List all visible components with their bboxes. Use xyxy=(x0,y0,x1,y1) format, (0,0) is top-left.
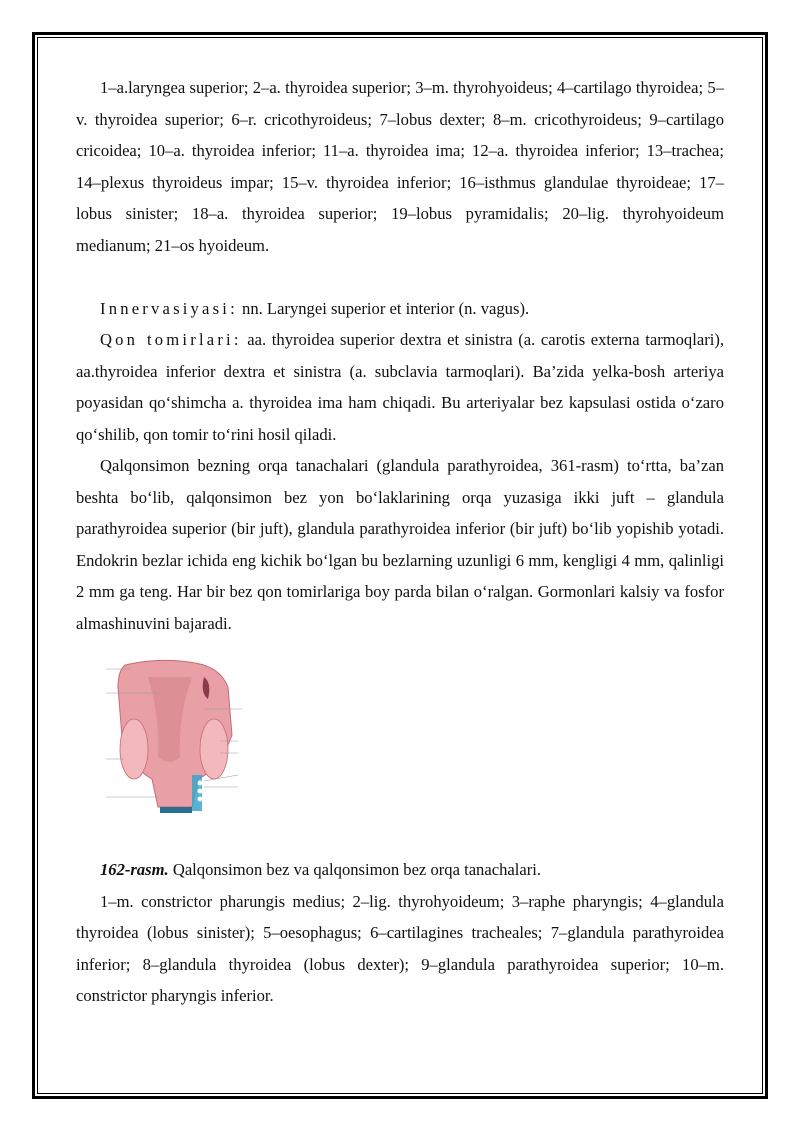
figure-caption-text: Qalqonsimon bez va qalqonsimon bez orqa tanachalari. xyxy=(168,860,542,879)
innervation-paragraph xyxy=(76,293,724,325)
figure-caption xyxy=(76,854,724,886)
vessels-label: Qon tomirlari: xyxy=(100,330,242,349)
innervation-text: nn. Laryngei superior et interior (n. vagus). xyxy=(237,298,530,318)
vessels-paragraph xyxy=(76,324,724,450)
innervation-label: Innervasiyasi: xyxy=(100,298,238,318)
vessels-text: aa. thyroidea superior dextra et sinistra (a. carotis externa tarmoqlari), aa.thyroidea inferior dextra et sinistra (a. subclavia tarmoqlari). Ba’zida yelka-bosh arteriya poyasidan qo‘shimcha a. thyroidea ima ham chiqadi. Bu arteriyalar bez kapsulasi ostida o‘zaro qo‘shilib, qon tomir to‘rini hosil qiladi. xyxy=(76,330,725,444)
parathyroid-paragraph: Qalqonsimon bezning orqa tanachalari (glandula parathyroidea, 361-rasm) to‘rtta, ba’zan beshta bo‘lib, qalqonsimon bez yon bo‘laklarining orqa yuzasiga ikki juft – glandula parathyroidea superior (bir juft), glandula parathyroidea inferior (bir juft) bo‘lib yopishib yotadi. Endokrin bezlar ichida eng kichik bo‘lgan bu bezlarning uzunligi 6 mm, kengligi 4 mm, qalinligi 2 mm ga teng. Har bir bez qon tomirlariga boy parda bilan o‘ralgan. Gormonlari kalsiy va fosfor almashinuvini bajaradi. xyxy=(76,456,724,633)
legend-top: 1–a.laryngea superior; 2–a. thyroidea superior; 3–m. thyrohyoideus; 4–cartilago thyroidea; 5–v. thyroidea superior; 6–r. cricothyroideus; 7–lobus dexter; 8–m. cricothyroideus; 9–cartilago cricoidea; 10–a. thyroidea inferior; 11–a. thyroidea ima; 12–a. thyroidea inferior; 13–trachea; 14–plexus thyroideus impar; 15–v. thyroidea inferior; 16–isthmus glandulae thyroideae; 17–lobus sinister; 18–a. thyroidea superior; 19–lobus pyramidalis; 20–lig. thyrohyoideum medianum; 21–os hyoideum. xyxy=(76,78,724,255)
spacer xyxy=(76,261,724,293)
figure-area xyxy=(76,639,724,854)
page-content xyxy=(76,72,724,1012)
legend-bottom: 1–m. constrictor pharungis medius; 2–lig. thyrohyoideum; 3–raphe pharyngis; 4–glandula thyroidea (lobus sinister); 5–oesophagus; 6–cartilagines tracheales; 7–glandula parathyroidea inferior; 8–glandula thyroidea (lobus dexter); 9–glandula parathyroidea superior; 10–m. constrictor pharyngis inferior. xyxy=(76,891,724,1005)
thyroid-illustration xyxy=(100,657,270,827)
figure-number: 162-rasm. xyxy=(100,860,169,879)
